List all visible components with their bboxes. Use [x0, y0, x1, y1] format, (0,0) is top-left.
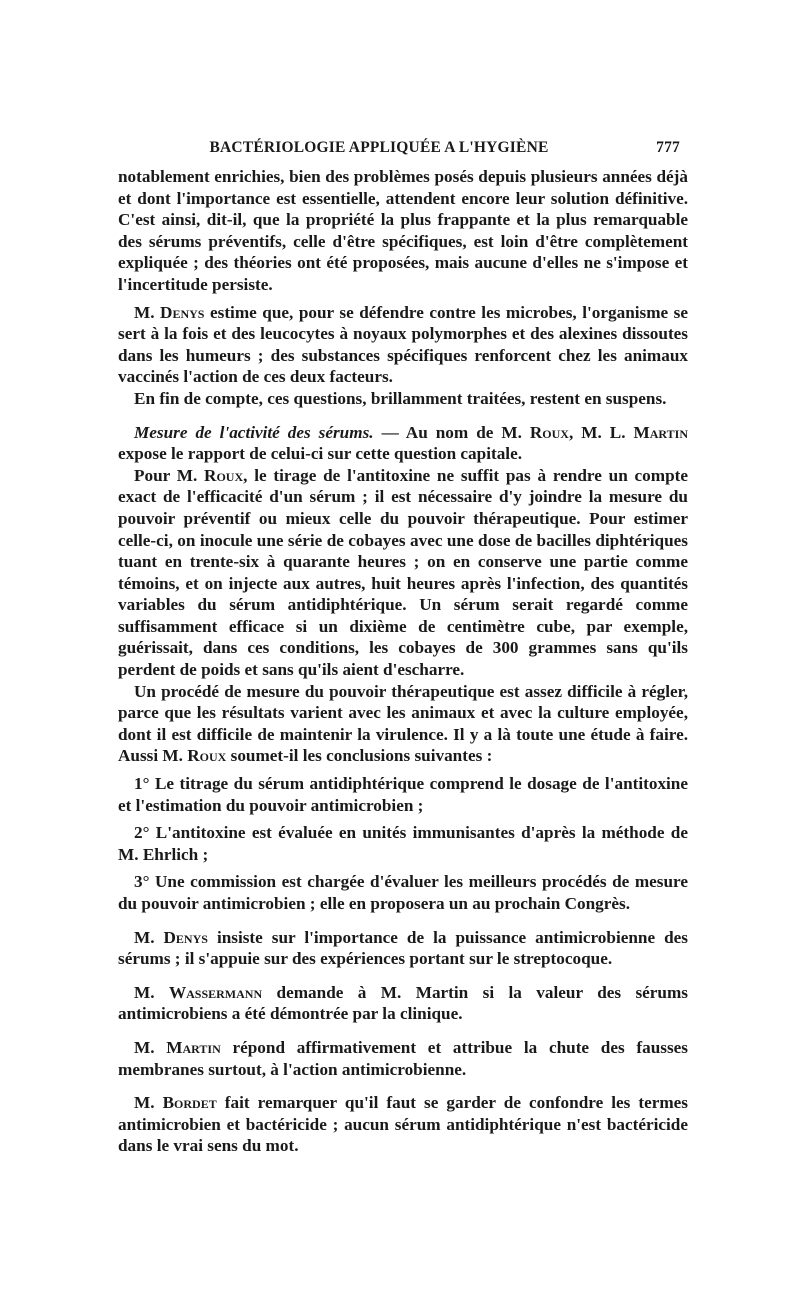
- speaker-name: Martin: [166, 1037, 221, 1057]
- paragraph-denys-2: M. Denys insiste sur l'importance de la puissance antimicrobienne des sérums ; il s'appuie sur des expériences portant sur le streptocoque.: [118, 927, 688, 969]
- speaker-name: Denys: [160, 302, 205, 322]
- speaker-name: Wassermann: [168, 982, 263, 1002]
- conclusion-item-2: 2° L'antitoxine est évaluée en unités immunisantes d'après la méthode de M. Ehrlich ;: [118, 823, 688, 864]
- paragraph-procedure: Un procédé de mesure du pouvoir thérapeutique est assez difficile à régler, parce que les résultats varient avec les animaux et avec la culture employée, dont il est difficile de maintenir la virulence. Il y a là toute une étude à faire. Aussi M. Roux soumet-il les conclusions suivantes :: [118, 681, 688, 766]
- paragraph-martin: M. Martin répond affirmativement et attribue la chute des fausses membranes surtout, à l'action antimicrobienne.: [118, 1037, 688, 1079]
- running-head: [118, 139, 680, 157]
- paragraph-wassermann: M. Wassermann demande à M. Martin si la valeur des sérums antimicrobiens a été démontrée par la clinique.: [118, 982, 688, 1024]
- running-title: BACTÉRIOLOGIE APPLIQUÉE A L'HYGIÈNE: [209, 139, 549, 156]
- page-number: 777: [656, 139, 680, 156]
- paragraph-continuation: notablement enrichies, bien des problèmes posés depuis plusieurs années déjà et dont l'importance est essentielle, attendent encore leur solution définitive. C'est ainsi, dit-il, que la propriété la plus frappante et la plus remarquable des sérums préventifs, celle d'être spécifiques, est loin d'être complètement expliquée ; des théories ont été proposées, mais aucune d'elles ne s'impose et l'incertitude persiste.: [118, 167, 688, 294]
- speaker-prefix: M.: [134, 302, 161, 322]
- speaker-name: Denys: [163, 927, 208, 947]
- person-name: Roux: [204, 465, 244, 485]
- paragraph-conclusion: En fin de compte, ces questions, brillamment traitées, restent en suspens.: [134, 388, 667, 408]
- paragraph-roux-report: Pour M. Roux, le tirage de l'antitoxine ne suffit pas à rendre un compte exact de l'efficacité d'un sérum ; il est nécessaire d'y joindre la mesure du pouvoir préventif ou mieux celle du pouvoir thérapeutique. Pour estimer celle-ci, on inocule une série de cobayes avec une dose de bacilles diphtériques tuant en trente-six à quarante heures ; on en conserve une partie comme témoins, et on injecte aux autres, huit heures après l'infection, des quantités variables du sérum antidiphtérique. Un sérum serait regardé comme suffisamment efficace si un dixième de centimètre cube, par exemple, guérissait, dans ces conditions, les cobayes de 300 grammes sans qu'ils perdent de poids et sans qu'ils aient d'escharre.: [118, 465, 688, 680]
- conclusion-item-3: 3° Une commission est chargée d'évaluer les meilleurs procédés de mesure du pouvoir antimicrobien ; elle en proposera un au prochain Congrès.: [118, 872, 688, 913]
- speaker-name: Bordet: [162, 1093, 217, 1113]
- person-name: Martin: [633, 422, 688, 442]
- paragraph-section-start: Mesure de l'activité des sérums. — Au nom de M. Roux, M. L. Martin expose le rapport de celui-ci sur cette question capitale.: [118, 422, 688, 464]
- paragraph-text: estime que, pour se défendre contre les microbes, l'organisme se sert à la fois et des leucocytes à noyaux polymorphes et des alexines dissoutes dans les humeurs ; des substances spécifiques renforcent chez les animaux vaccinés l'action de ces deux facteurs.: [118, 302, 688, 387]
- paragraph-bordet: M. Bordet fait remarquer qu'il faut se garder de confondre les termes antimicrobien et bactéricide ; aucun sérum antidiphtérique n'est bactéricide dans le vrai sens du mot.: [118, 1093, 688, 1156]
- person-name: Roux: [529, 422, 569, 442]
- person-name: Roux: [187, 746, 227, 766]
- paragraph-denys-1: [118, 302, 688, 388]
- section-heading: Mesure de l'activité des sérums.: [134, 422, 374, 442]
- body-text: [118, 166, 688, 1157]
- conclusion-item-1: 1° Le titrage du sérum antidiphtérique comprend le dosage de l'antitoxine et l'estimation du pouvoir antimicrobien ;: [118, 774, 688, 815]
